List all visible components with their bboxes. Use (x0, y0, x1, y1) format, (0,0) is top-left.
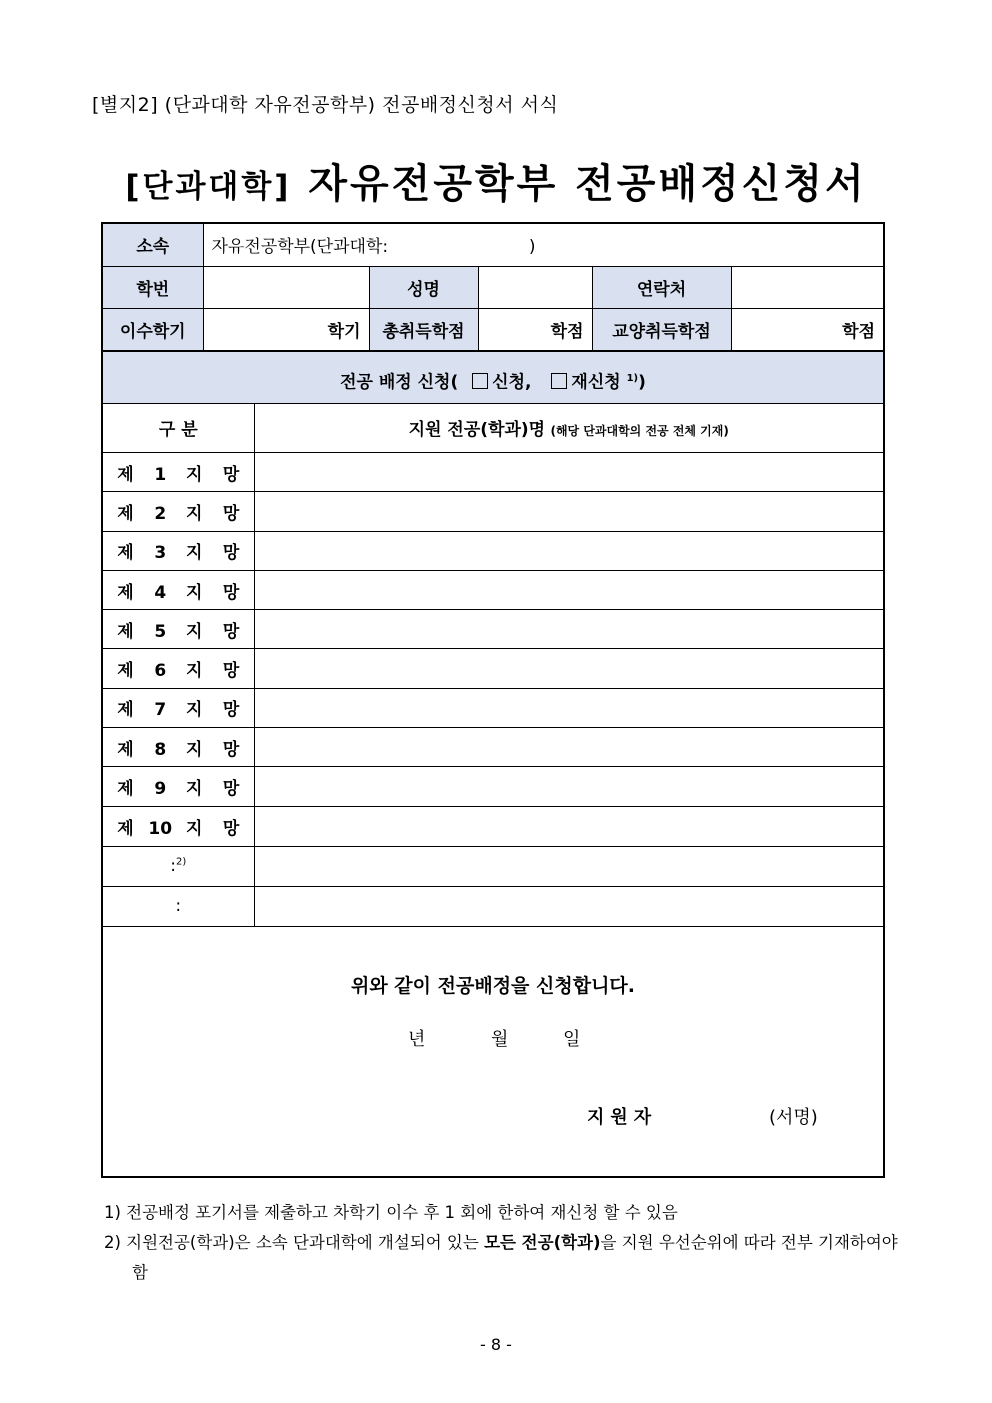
rank-header: 구 분 (103, 404, 254, 453)
footnote-2-emphasis: 모든 전공(학과) (484, 1233, 601, 1252)
affiliation-close: ) (528, 237, 536, 258)
date-month-label: 월 (491, 1028, 509, 1050)
choice-rank: 제 3 지 망 (103, 531, 254, 570)
affiliation-field[interactable] (203, 224, 883, 266)
choice-rank: 제 4 지 망 (103, 570, 254, 609)
reapply-footnote-ref: 1) (626, 372, 639, 384)
date-day-label: 일 (563, 1028, 581, 1050)
total-credits-unit: 학점 (550, 321, 584, 342)
affiliation-label: 소속 (103, 224, 203, 266)
semesters-label: 이수학기 (103, 308, 203, 350)
choice-major-field[interactable] (254, 806, 883, 846)
choice-rank: 제 10 지 망 (103, 806, 254, 846)
statement: 위와 같이 전공배정을 신청합니다. (350, 974, 636, 997)
semesters-unit: 학기 (327, 321, 361, 342)
choice-rank: 제 9 지 망 (103, 767, 254, 806)
apply-option-label: 신청, (492, 372, 532, 393)
application-close: ) (638, 372, 646, 393)
contact-label: 연락처 (592, 266, 731, 308)
student-id-field[interactable] (203, 266, 369, 308)
footnote-2: 2) 지원전공(학과)은 소속 단과대학에 개설되어 있는 모든 전공(학과)을 지원 우선순위에 따라 전부 기재하여야 함 (104, 1233, 898, 1282)
name-field[interactable] (478, 266, 592, 308)
choice-rank: 제 5 지 망 (103, 610, 254, 649)
liberal-credits-unit: 학점 (842, 321, 875, 342)
choice-rank: 제 8 지 망 (103, 728, 254, 767)
info-table (103, 224, 883, 351)
title-prefix: [단과대학] (125, 169, 292, 205)
reapply-option-label: 재신청 (571, 372, 621, 393)
choice-major-field[interactable] (254, 649, 883, 688)
annex-title: [별지2] (단과대학 자유전공학부) 전공배정신청서 서식 (92, 94, 559, 116)
contact-field[interactable] (731, 266, 883, 308)
reapply-checkbox[interactable] (551, 373, 567, 389)
signature-field[interactable]: (서명) (769, 1106, 818, 1128)
total-credits-field[interactable] (478, 308, 592, 350)
major-header-note: (해당 단과대학의 전공 전체 기재) (550, 424, 729, 439)
choice-major-field[interactable] (254, 453, 883, 492)
student-id-label: 학번 (103, 266, 203, 308)
applicant-label: 지원자 (587, 1106, 658, 1128)
extra-footnote-ref: 2) (175, 856, 187, 868)
apply-checkbox[interactable] (472, 373, 488, 389)
choice-major-field[interactable] (254, 728, 883, 767)
semesters-field[interactable] (203, 308, 369, 350)
choice-major-field[interactable] (254, 767, 883, 806)
footnotes (104, 1198, 904, 1288)
page-number: - 8 - (480, 1335, 512, 1354)
major-header-label: 지원 전공(학과)명 (408, 420, 546, 441)
date-year-label: 년 (408, 1028, 426, 1050)
choice-rank: 제 2 지 망 (103, 492, 254, 531)
footnote-1: 1) 전공배정 포기서를 제출하고 차학기 이수 후 1 회에 한하여 재신청 할 수 있음 (104, 1203, 678, 1222)
extra-major-field-2[interactable] (254, 886, 883, 926)
choice-major-field[interactable] (254, 610, 883, 649)
liberal-credits-label: 교양취득학점 (592, 308, 731, 350)
choice-major-field[interactable] (254, 492, 883, 531)
liberal-credits-field[interactable] (731, 308, 883, 350)
application-type-row (103, 351, 883, 404)
extra-rank-1: :$^{2)}$ (103, 846, 254, 886)
extra-major-field-1[interactable] (254, 846, 883, 886)
affiliation-value: 자유전공학부(단과대학: (211, 237, 389, 258)
application-label: 전공 배정 신청( (340, 372, 459, 393)
document-title (0, 152, 992, 209)
signature-section (103, 927, 883, 1174)
application-form (101, 222, 885, 1178)
total-credits-label: 총취득학점 (369, 308, 478, 350)
major-header (254, 404, 883, 453)
title-main: 자유전공학부 전공배정신청서 (308, 161, 867, 207)
choice-rank: 제 6 지 망 (103, 649, 254, 688)
name-label: 성명 (369, 266, 478, 308)
choice-major-field[interactable] (254, 688, 883, 727)
choice-major-field[interactable] (254, 570, 883, 609)
choices-table (103, 404, 883, 927)
choice-major-field[interactable] (254, 531, 883, 570)
choice-rank: 제 7 지 망 (103, 688, 254, 727)
extra-rank-2: : (103, 886, 254, 926)
choice-rank: 제 1 지 망 (103, 453, 254, 492)
